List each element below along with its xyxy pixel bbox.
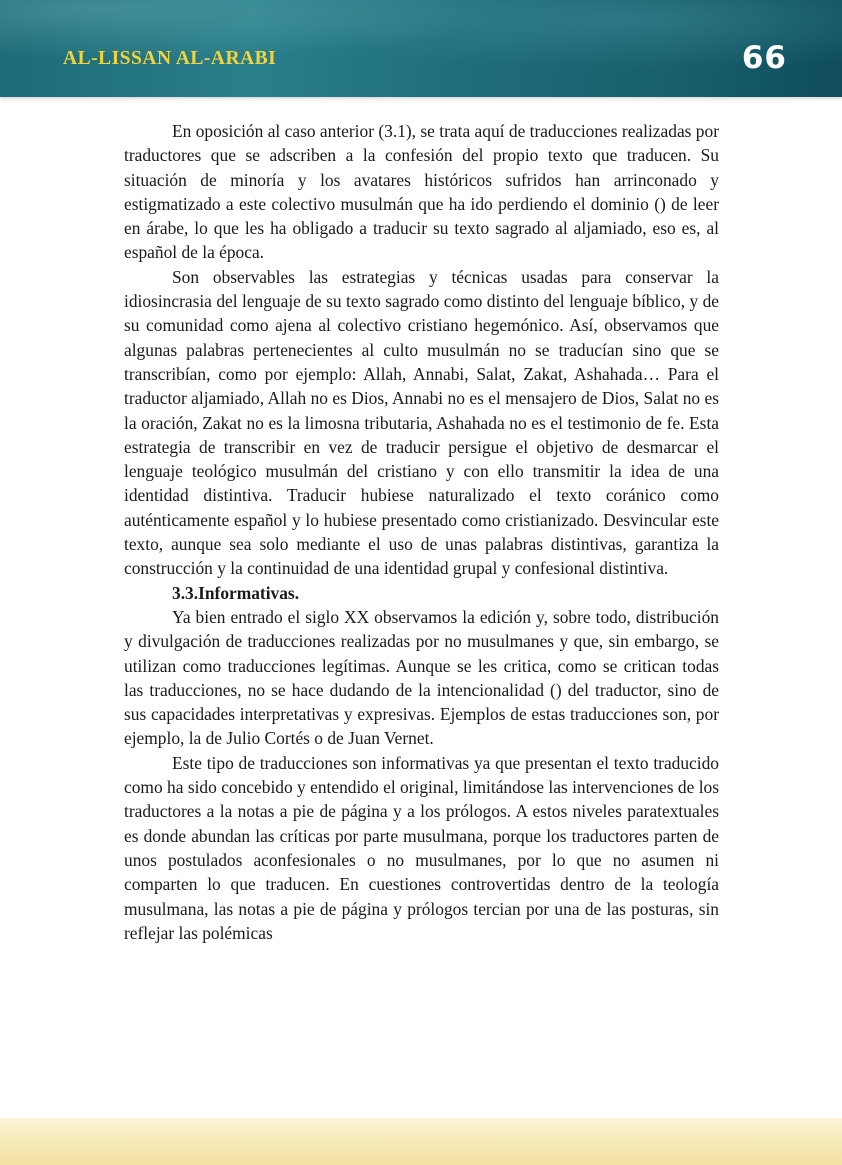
paragraph: Este tipo de traducciones son informativas ya que presentan el texto traducido como ha sido concebido y entendido el original, limitándose las intervenciones de los traductores a la notas a pie de página y a los prólogos. A estos niveles paratextuales es donde abundan las críticas por parte musulmana, porque los traductores parten de unos postulados aconfesionales o no musulmanes, por lo que no asumen ni comparten lo que traducen. En cuestiones controvertidas dentro de la teología musulmana, las notas a pie de página y prólogos tercian por una de las posturas, sin reflejar las polémicas (124, 752, 719, 943)
page-number: 66 (741, 40, 787, 76)
section-heading: 3.3.Informativas. (172, 582, 300, 603)
journal-title: AL-LISSAN AL-ARABI (63, 48, 277, 69)
article-body (124, 119, 719, 945)
page-header (0, 0, 842, 97)
paragraph: Ya bien entrado el siglo XX observamos la edición y, sobre todo, distribución y divulgación de traducciones realizadas por no musulmanes y que, sin embargo, se utilizan como traducciones legítimas. Aunque se les critica, como se critican todas las traducciones, no se hace dudando de la intencionalidad () del traductor, sino de sus capacidades interpretativas y expresivas. Ejemplos de estas traducciones son, por ejemplo, la de Julio Cortés o de Juan Vernet. (124, 606, 719, 749)
paragraph: En oposición al caso anterior (3.1), se trata aquí de traducciones realizadas por traductores que se adscriben a la confesión del propio texto que traducen. Su situación de minoría y los avatares históricos sufridos han arrinconado y estigmatizado a este colectivo musulmán que ha ido perdiendo el dominio () de leer en árabe, lo que les ha obligado a traducir su texto sagrado al aljamiado, eso es, al español de la época. (124, 121, 719, 263)
paragraph: Son observables las estrategias y técnicas usadas para conservar la idiosincrasia del lenguaje de su texto sagrado como distinto del lenguaje bíblico, y de su comunidad como ajena al colectivo cristiano hegemónico. Así, observamos que algunas palabras pertenecientes al culto musulmán no se traducían sino que se transcribían, como por ejemplo: Allah, Annabi, Salat, Zakat, Ashahada… Para el traductor aljamiado, Allah no es Dios, Annabi no es el mensajero de Dios, Salat no es la oración, Zakat no es la limosna tributaria, Ashahada no es el testimonio de fe. Esta estrategia de transcribir en vez de traducir persigue el objetivo de desmarcar el lenguaje teológico musulmán del cristiano y con ello transmitir la idea de una identidad distintiva. Traducir hubiese naturalizado el texto coránico como auténticamente español y lo hubiese presentado como cristianizado. Desvincular este texto, aunque sea solo mediante el uso de unas palabras distintivas, garantiza la construcción y la continuidad de una identidad grupal y confesional distintiva. (124, 266, 719, 579)
footer-band (0, 1118, 842, 1165)
